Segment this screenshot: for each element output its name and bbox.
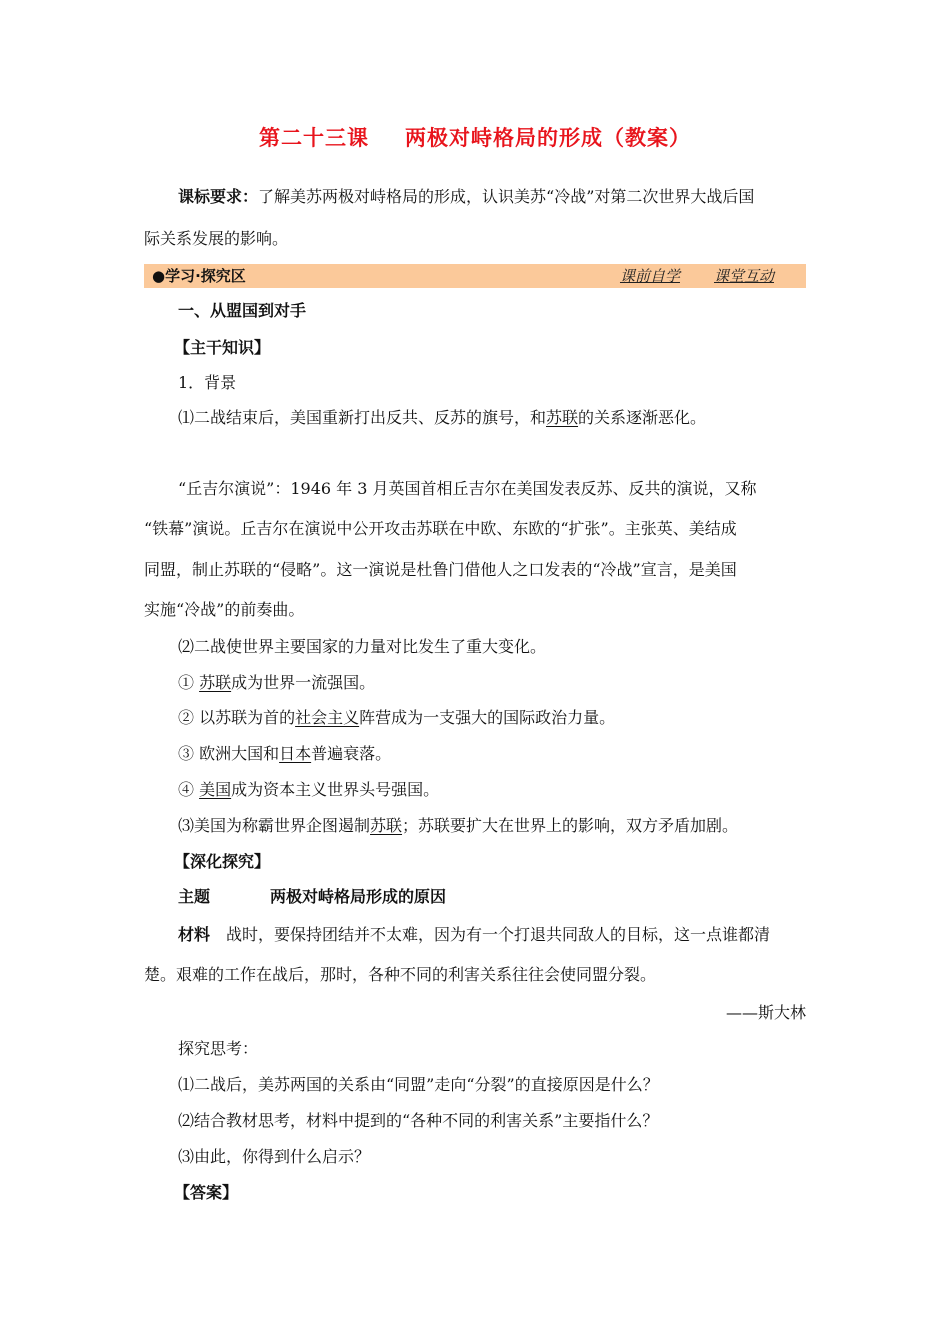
theme-label: 主题 (178, 887, 211, 906)
lesson-number: 第二十三课 (259, 126, 369, 150)
main-knowledge-heading: 【主干知识】 (174, 338, 271, 357)
question-3: ⑶由此，你得到什么启示？ (178, 1147, 371, 1166)
material-line-2: 楚。艰难的工作在战后，那时，各种不同的利害关系往往会使同盟分裂。 (144, 965, 657, 984)
change-item-3: ③ 欧洲大国和日本普遍衰落。 (178, 744, 392, 763)
class-interaction-link[interactable]: 课堂互动 (713, 267, 774, 285)
background-point-1: ⑴二战结束后，美国重新打出反共、反苏的旗号，和苏联的关系逐渐恶化。 (178, 408, 707, 427)
churchill-line-3: 同盟，制止苏联的“侵略”。这一演说是杜鲁门借他人之口发表的“冷战”宣言，是美国 (144, 560, 737, 579)
churchill-line-4: 实施“冷战”的前奏曲。 (144, 600, 305, 619)
study-zone-banner (144, 264, 806, 288)
change-item-1: ① 苏联成为世界一流强国。 (178, 673, 376, 692)
lesson-title (0, 124, 950, 152)
theme-text: 两极对峙格局形成的原因 (270, 887, 447, 906)
background-point-3: ⑶美国为称霸世界企图遏制苏联；苏联要扩大在世界上的影响，双方矛盾加剧。 (178, 816, 739, 835)
underlined-term: 苏联 (370, 816, 403, 835)
standard-label: 课标要求： (178, 187, 259, 206)
deep-explore-heading: 【深化探究】 (174, 852, 271, 871)
lesson-topic: 两极对峙格局的形成（教案） (405, 126, 691, 150)
section-heading: 一、从盟国到对手 (178, 301, 307, 320)
underlined-term: 苏联 (546, 408, 579, 427)
material-line-1: 材料 战时，要保持团结并不太难，因为有一个打退共同敌人的目标，这一点谁都清 (178, 925, 771, 944)
background-heading: 1．背景 (178, 373, 237, 392)
underlined-term: 日本 (279, 744, 312, 763)
background-point-2: ⑵二战使世界主要国家的力量对比发生了重大变化。 (178, 637, 547, 656)
answer-heading: 【答案】 (174, 1183, 239, 1202)
change-item-4: ④ 美国成为资本主义世界头号强国。 (178, 780, 440, 799)
churchill-line-1: “丘吉尔演说”：1946 年 3 月英国首相丘吉尔在美国发表反苏、反共的演说，又称 (178, 479, 757, 498)
study-zone-label: ●学习·探究区 (152, 267, 246, 285)
banner-links (620, 265, 774, 287)
underlined-term: 苏联 (199, 673, 232, 692)
explore-think-label: 探究思考： (178, 1039, 259, 1058)
quote-attribution: ——斯大林 (725, 1003, 806, 1022)
standard-line-2: 际关系发展的影响。 (144, 229, 289, 248)
churchill-line-2: “铁幕”演说。丘吉尔在演说中公开攻击苏联在中欧、东欧的“扩张”。主张英、美结成 (144, 519, 737, 538)
question-2: ⑵结合教材思考，材料中提到的“各种不同的利害关系”主要指什么？ (178, 1111, 659, 1130)
underlined-term: 社会主义 (295, 708, 360, 727)
material-label: 材料 (178, 925, 211, 944)
underlined-term: 美国 (199, 780, 232, 799)
question-1: ⑴二战后，美苏两国的关系由“同盟”走向“分裂”的直接原因是什么？ (178, 1075, 659, 1094)
standard-line-1: 课标要求：了解美苏两极对峙格局的形成，认识美苏“冷战”对第二次世界大战后国 (178, 187, 755, 206)
change-item-2: ② 以苏联为首的社会主义阵营成为一支强大的国际政治力量。 (178, 708, 616, 727)
self-study-link[interactable]: 课前自学 (619, 267, 680, 285)
